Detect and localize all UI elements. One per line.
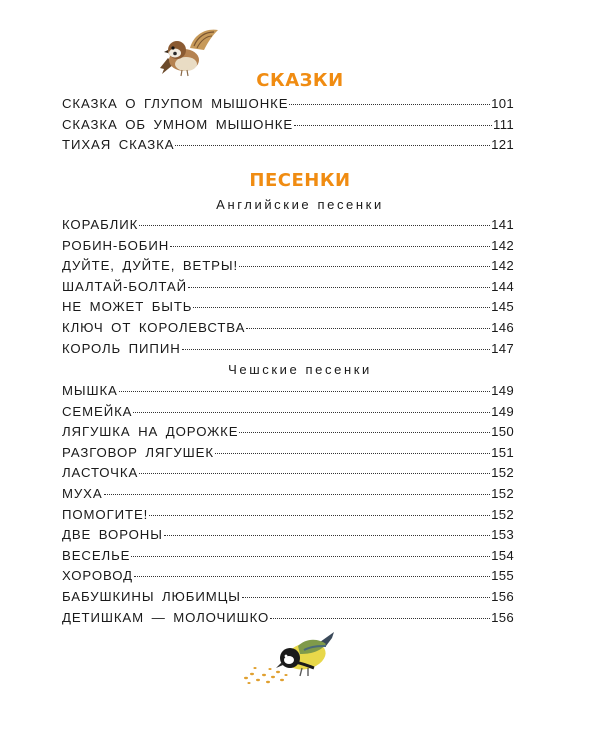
toc-entry-title: ПОМОГИТЕ!: [62, 506, 149, 522]
toc-entry-page: 147: [491, 340, 514, 356]
toc-entry-page: 156: [491, 588, 514, 604]
toc-entry-title: КОРАБЛИК: [62, 217, 139, 232]
toc-entry-title: ДЕТИШКАМ — МОЛОЧИШКО: [62, 609, 270, 625]
toc-entry[interactable]: [62, 525, 514, 546]
toc-entry-page: 152: [491, 506, 514, 522]
toc-entry-page: 150: [491, 424, 514, 440]
toc-entry-title: РАЗГОВОР ЛЯГУШЕК: [62, 444, 214, 460]
dot-leader: [175, 145, 490, 146]
toc-list-english: [62, 215, 514, 359]
dot-leader: [239, 432, 490, 433]
subsection-title-czech: Чешские песенки: [228, 362, 372, 377]
dot-leader: [239, 266, 490, 267]
dot-leader: [164, 535, 490, 536]
toc-entry-page: 101: [491, 96, 514, 111]
toc-entry-title: СЕМЕЙКА: [62, 403, 133, 419]
toc-entry-title: ДВЕ ВОРОНЫ: [62, 527, 163, 543]
toc-entry[interactable]: [62, 318, 514, 339]
toc-entry[interactable]: [62, 484, 514, 505]
dot-leader: [139, 473, 490, 474]
toc-entry-title: МУХА: [62, 485, 103, 501]
toc-entry[interactable]: [62, 339, 514, 360]
toc-entry-title: СКАЗКА О ГЛУПОМ МЫШОНКЕ: [62, 96, 289, 111]
toc-entry-page: 154: [491, 547, 514, 563]
toc-entry-page: 142: [491, 237, 514, 253]
toc-entry-page: 149: [491, 383, 514, 398]
toc-entry-title: ВЕСЕЛЬЕ: [62, 547, 131, 563]
toc-entry[interactable]: [62, 443, 514, 464]
toc-entry-page: 151: [491, 444, 514, 460]
toc-entry-page: 142: [491, 258, 514, 274]
toc-entry-page: 121: [491, 137, 514, 153]
toc-entry-title: МЫШКА: [62, 383, 118, 398]
toc-entry[interactable]: [62, 463, 514, 484]
toc-entry-page: 141: [491, 217, 514, 232]
dot-leader: [242, 597, 490, 598]
toc-entry-page: 155: [491, 568, 514, 584]
toc-entry-page: 153: [491, 527, 514, 543]
toc-entry[interactable]: [62, 236, 514, 257]
toc-entry[interactable]: [62, 402, 514, 423]
toc-entry-title: НЕ МОЖЕТ БЫТЬ: [62, 299, 193, 315]
toc-entry[interactable]: [62, 297, 514, 318]
toc-entry-title: РОБИН-БОБИН: [62, 237, 170, 253]
dot-leader: [133, 412, 490, 413]
dot-leader: [193, 307, 490, 308]
toc-entry-page: 146: [491, 319, 514, 335]
toc-entry[interactable]: [62, 505, 514, 526]
toc-entry-page: 152: [491, 485, 514, 501]
dot-leader: [246, 328, 490, 329]
toc-entry-page: 145: [491, 299, 514, 315]
toc-entry-title: КЛЮЧ ОТ КОРОЛЕВСТВА: [62, 319, 246, 335]
toc-entry[interactable]: [62, 422, 514, 443]
toc-entry[interactable]: [62, 256, 514, 277]
dot-leader: [294, 125, 492, 126]
toc-entry-page: 156: [491, 609, 514, 625]
dot-leader: [289, 104, 490, 105]
toc-entry[interactable]: [62, 94, 514, 115]
dot-leader: [139, 225, 490, 226]
dot-leader: [131, 556, 490, 557]
toc-entry-title: КОРОЛЬ ПИПИН: [62, 340, 181, 356]
toc-entry-title: ТИХАЯ СКАЗКА: [62, 137, 175, 153]
toc-list-skazki: [62, 94, 514, 156]
dot-leader: [104, 494, 491, 495]
toc-entry-page: 149: [491, 403, 514, 419]
dot-leader: [188, 287, 490, 288]
section-title-pesenki: ПЕСЕНКИ: [249, 170, 351, 191]
toc-entry[interactable]: [62, 546, 514, 567]
toc-entry[interactable]: [62, 215, 514, 236]
toc-entry-title: ШАЛТАЙ-БОЛТАЙ: [62, 278, 187, 294]
toc-entry[interactable]: [62, 566, 514, 587]
toc-entry-title: ЛЯГУШКА НА ДОРОЖКЕ: [62, 424, 239, 440]
toc-entry-title: ЛАСТОЧКА: [62, 465, 139, 481]
section-title-skazki: СКАЗКИ: [256, 70, 344, 91]
toc-entry-page: 111: [493, 116, 514, 132]
dot-leader: [134, 576, 490, 577]
tit-bird-illustration: [242, 628, 334, 686]
dot-leader: [182, 349, 490, 350]
toc-entry[interactable]: [62, 115, 514, 136]
toc-entry-page: 152: [491, 465, 514, 481]
dot-leader: [149, 515, 490, 516]
dot-leader: [119, 391, 490, 392]
dot-leader: [170, 246, 490, 247]
toc-entry[interactable]: [62, 277, 514, 298]
toc-entry[interactable]: [62, 587, 514, 608]
toc-list-czech: [62, 381, 514, 628]
dot-leader: [270, 618, 490, 619]
toc-entry-title: ДУЙТЕ, ДУЙТЕ, ВЕТРЫ!: [62, 258, 239, 274]
dot-leader: [215, 453, 490, 454]
toc-entry-title: ХОРОВОД: [62, 568, 133, 584]
toc-entry-title: БАБУШКИНЫ ЛЮБИМЦЫ: [62, 588, 241, 604]
toc-entry[interactable]: [62, 381, 514, 402]
toc-entry-title: СКАЗКА ОБ УМНОМ МЫШОНКЕ: [62, 116, 294, 132]
toc-entry[interactable]: [62, 608, 514, 629]
toc-entry-page: 144: [491, 278, 514, 294]
toc-entry[interactable]: [62, 135, 514, 156]
subsection-title-english: Английские песенки: [216, 197, 384, 212]
